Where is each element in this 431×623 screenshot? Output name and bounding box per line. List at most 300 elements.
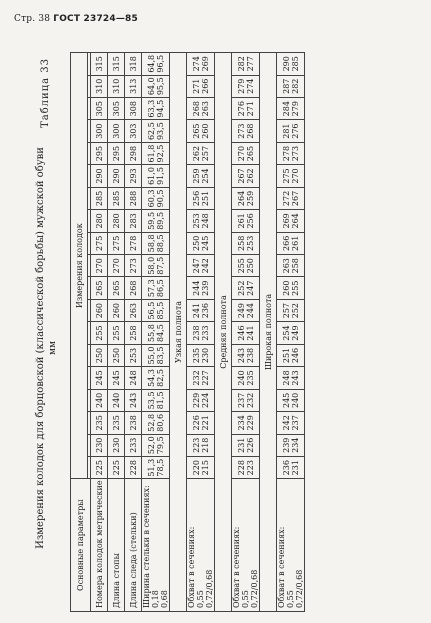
cell-value: 251: [281, 347, 291, 364]
cell-value: 263: [281, 258, 291, 274]
cell-value: 89,5: [155, 211, 165, 230]
cell-value: 240: [290, 392, 300, 409]
table-cell: [277, 344, 305, 366]
cell-value: 236: [281, 460, 291, 476]
cell-value: 61,0: [146, 167, 156, 185]
cell-value: 259: [191, 168, 201, 184]
table-cell: 293: [125, 165, 142, 187]
cell-value: 232: [191, 370, 201, 386]
table-cell: 290: [91, 165, 108, 187]
cell-value: 261: [290, 235, 300, 251]
row-label: [142, 479, 170, 612]
cell-value: 239: [281, 437, 291, 453]
table-cell: 275: [91, 232, 108, 254]
cell-value: 224: [200, 392, 210, 409]
cell-value: 238: [191, 325, 201, 341]
cell-value: 235: [245, 370, 255, 386]
table-cell: 273: [125, 255, 142, 277]
table-cell: 263: [125, 299, 142, 321]
table-cell: [277, 277, 305, 299]
cell-value: 242: [200, 258, 210, 274]
cell-value: 254: [200, 168, 210, 184]
unit-label: мм: [48, 341, 58, 356]
cell-value: 252: [236, 280, 246, 296]
table-cell: [142, 434, 170, 456]
table-cell: [142, 255, 170, 277]
group-header: Измерения колодок: [71, 53, 88, 479]
cell-value: 221: [200, 415, 210, 431]
table-cell: 288: [125, 187, 142, 209]
table-cell: [277, 142, 305, 164]
cell-value: 61,8: [146, 144, 156, 163]
table-cell: [187, 142, 215, 164]
row-label-text: Обхват в сечениях:: [187, 526, 196, 608]
cell-value: 270: [236, 145, 246, 162]
cell-value: 242: [281, 415, 291, 431]
section-row: [215, 53, 232, 612]
table-cell: [142, 277, 170, 299]
table-cell: [232, 389, 260, 411]
cell-value: 85,5: [155, 301, 165, 320]
table-cell: 225: [91, 456, 108, 478]
table-cell: [187, 299, 215, 321]
cell-value: 52,8: [146, 413, 156, 432]
cell-value: 281: [281, 123, 291, 139]
table-cell: 270: [91, 255, 108, 277]
cell-value: 276: [290, 123, 300, 139]
table-cell: 310: [91, 75, 108, 97]
cell-value: 239: [200, 280, 210, 296]
table-cell: 240: [108, 389, 125, 411]
row-label: [187, 479, 215, 612]
cell-value: 223: [191, 437, 201, 453]
table-cell: [142, 120, 170, 142]
cell-value: 241: [245, 325, 255, 341]
table-cell: 240: [91, 389, 108, 411]
table-cell: 238: [125, 412, 142, 434]
table-cell: [187, 434, 215, 456]
table-cell: [187, 255, 215, 277]
cell-value: 265: [191, 123, 201, 139]
table-cell: [232, 434, 260, 456]
table-cell: [187, 187, 215, 209]
cell-value: 79,5: [155, 436, 165, 455]
cell-value: 262: [245, 168, 255, 184]
table-cell: 285: [108, 187, 125, 209]
table-cell: [232, 53, 260, 76]
cell-value: 269: [200, 56, 210, 72]
cell-value: 238: [245, 347, 255, 364]
cell-value: 256: [245, 213, 255, 229]
table-cell: [187, 344, 215, 366]
cell-value: 233: [200, 325, 210, 341]
table-cell: [277, 120, 305, 142]
table-cell: 310: [108, 75, 125, 97]
cell-value: 253: [245, 235, 255, 251]
table-cell: 295: [91, 142, 108, 164]
table-cell: 283: [125, 210, 142, 232]
cell-value: 58,0: [146, 256, 156, 275]
cell-value: 282: [290, 78, 300, 94]
cell-value: 235: [191, 347, 201, 364]
cell-value: 279: [236, 78, 246, 94]
cell-value: 243: [290, 370, 300, 386]
table-cell: 265: [91, 277, 108, 299]
cell-value: 267: [236, 168, 246, 184]
table-cell: [277, 53, 305, 76]
table-cell: 245: [91, 367, 108, 389]
table-cell: [277, 434, 305, 456]
cell-value: 245: [281, 392, 291, 409]
table-cell: 270: [108, 255, 125, 277]
cell-value: 56,5: [146, 301, 156, 320]
cell-value: 93,5: [155, 122, 165, 141]
section-row: [170, 53, 187, 612]
section-coefficient: 0,68: [160, 590, 169, 608]
table-cell: [142, 75, 170, 97]
table-cell: 248: [125, 367, 142, 389]
cell-value: 262: [191, 145, 201, 162]
section-coefficient: 0,72/0,68: [205, 569, 214, 608]
table-cell: 298: [125, 142, 142, 164]
cell-value: 276: [236, 101, 246, 117]
cell-value: 274: [191, 56, 201, 72]
param-header: Основные параметры: [71, 479, 91, 612]
cell-value: 252: [290, 302, 300, 319]
table-cell: [277, 367, 305, 389]
table-cell: [232, 210, 260, 232]
table-cell: 300: [108, 120, 125, 142]
cell-value: 226: [191, 415, 201, 431]
cell-value: 63,3: [146, 99, 156, 118]
cell-value: 227: [200, 370, 210, 386]
girth-row: [187, 53, 215, 612]
cell-value: 263: [200, 101, 210, 117]
table-cell: 235: [108, 412, 125, 434]
cell-value: 254: [281, 325, 291, 341]
table-cell: 290: [108, 165, 125, 187]
table-row: [91, 53, 108, 612]
cell-value: 250: [191, 235, 201, 251]
cell-value: 258: [290, 258, 300, 274]
table-cell: [187, 456, 215, 478]
page-header: [14, 14, 138, 24]
cell-value: 94,5: [155, 99, 165, 118]
cell-value: 249: [236, 302, 246, 319]
cell-value: 251: [200, 190, 210, 207]
table-cell: 295: [108, 142, 125, 164]
cell-value: 248: [200, 213, 210, 229]
cell-value: 244: [245, 302, 255, 319]
table-cell: 318: [125, 53, 142, 76]
table-cell: 243: [125, 389, 142, 411]
cell-value: 285: [290, 56, 300, 72]
table-cell: [142, 232, 170, 254]
cell-value: 52,0: [146, 436, 156, 455]
cell-value: 88,5: [155, 234, 165, 253]
cell-value: 273: [236, 123, 246, 139]
table-label: Таблица 33: [40, 58, 51, 128]
table-cell: 275: [108, 232, 125, 254]
table-cell: [142, 344, 170, 366]
cell-value: 278: [281, 145, 291, 162]
table-cell: [142, 367, 170, 389]
table-cell: 228: [125, 456, 142, 478]
cell-value: 215: [200, 460, 210, 476]
cell-value: 256: [191, 190, 201, 207]
cell-value: 260: [281, 280, 291, 296]
table-cell: [277, 456, 305, 478]
table-cell: 278: [125, 232, 142, 254]
cell-value: 247: [245, 280, 255, 296]
table-row: [108, 53, 125, 612]
row-label: [232, 479, 260, 612]
cell-value: 265: [245, 145, 255, 162]
table-cell: 315: [91, 53, 108, 76]
table-cell: [232, 187, 260, 209]
section-title: Широкая полнота: [260, 53, 277, 612]
cell-value: 82,5: [155, 369, 165, 387]
table-cell: [187, 75, 215, 97]
cell-value: 264: [236, 190, 246, 207]
cell-value: 249: [290, 325, 300, 341]
table-cell: [187, 367, 215, 389]
table-cell: [142, 322, 170, 344]
table-cell: 230: [108, 434, 125, 456]
cell-value: 228: [236, 460, 246, 476]
cell-value: 83,5: [155, 346, 165, 365]
cell-value: 257: [281, 302, 291, 319]
cell-value: 57,3: [146, 279, 156, 298]
cell-value: 240: [236, 370, 246, 386]
table-cell: 313: [125, 75, 142, 97]
table-cell: 235: [91, 412, 108, 434]
cell-value: 268: [245, 123, 255, 139]
cell-value: 255: [290, 280, 300, 296]
table-cell: [187, 210, 215, 232]
row-label: Длина следа (стельки): [125, 479, 142, 612]
section-title: Узкая полнота: [170, 53, 187, 612]
cell-value: 91,5: [155, 167, 165, 185]
cell-value: 96,5: [155, 54, 165, 73]
table-cell: [142, 97, 170, 119]
cell-value: 268: [191, 101, 201, 117]
cell-value: 269: [281, 213, 291, 229]
cell-value: 223: [245, 460, 255, 476]
table-cell: 253: [125, 344, 142, 366]
cell-value: 244: [191, 280, 201, 296]
table-cell: 255: [108, 322, 125, 344]
cell-value: 275: [281, 168, 291, 184]
table-cell: 258: [125, 322, 142, 344]
cell-value: 246: [290, 347, 300, 364]
cell-value: 87,5: [155, 256, 165, 275]
cell-value: 250: [245, 258, 255, 274]
table-cell: [232, 232, 260, 254]
row-label: Длина стопы: [108, 479, 125, 612]
page-number: Стр. 38: [14, 14, 51, 24]
cell-value: 246: [236, 325, 246, 341]
table-cell: 305: [108, 97, 125, 119]
cell-value: 220: [191, 460, 201, 476]
cell-value: 245: [200, 235, 210, 251]
table-cell: [232, 367, 260, 389]
cell-value: 241: [191, 302, 201, 319]
cell-value: 234: [290, 437, 300, 453]
table-cell: [187, 165, 215, 187]
cell-value: 90,5: [155, 189, 165, 208]
table-cell: [142, 53, 170, 76]
section-coefficient: 0,18: [151, 590, 160, 608]
cell-value: 231: [290, 460, 300, 476]
table-cell: [142, 299, 170, 321]
cell-value: 55,8: [146, 324, 156, 342]
cell-value: 80,6: [155, 413, 165, 432]
width-row: [142, 53, 170, 612]
rotated-table-page: [20, 52, 390, 612]
table-cell: [232, 456, 260, 478]
cell-value: 226: [245, 437, 255, 453]
cell-value: 255: [236, 258, 246, 274]
table-cell: 285: [91, 187, 108, 209]
cell-value: 92,5: [155, 144, 165, 163]
table-cell: 303: [125, 120, 142, 142]
cell-value: 271: [245, 101, 255, 117]
row-label-text: Обхват в сечениях:: [232, 526, 241, 608]
cell-value: 229: [245, 415, 255, 431]
cell-value: 264: [290, 213, 300, 229]
cell-value: 231: [236, 437, 246, 453]
table-cell: [277, 232, 305, 254]
doc-code: ГОСТ 23724—85: [53, 14, 138, 24]
table-cell: [277, 187, 305, 209]
cell-value: 243: [236, 347, 246, 364]
table-cell: [277, 210, 305, 232]
cell-value: 59,5: [146, 211, 156, 230]
section-row: [260, 53, 277, 612]
table-cell: [187, 322, 215, 344]
cell-value: 229: [191, 392, 201, 409]
table-cell: [277, 165, 305, 187]
cell-value: 284: [281, 101, 291, 117]
cell-value: 95,5: [155, 77, 165, 96]
table-cell: [142, 210, 170, 232]
cell-value: 258: [236, 235, 246, 251]
cell-value: 290: [281, 56, 291, 72]
cell-value: 270: [290, 168, 300, 184]
row-label-text: Обхват в сечениях:: [277, 526, 286, 608]
table-cell: [232, 120, 260, 142]
cell-value: 62,5: [146, 122, 156, 141]
table-cell: [232, 277, 260, 299]
girth-row: [232, 53, 260, 612]
cell-value: 84,5: [155, 324, 165, 342]
cell-value: 237: [236, 392, 246, 409]
table-cell: [277, 389, 305, 411]
girth-row: [277, 53, 305, 612]
cell-value: 237: [290, 415, 300, 431]
cell-value: 55,0: [146, 346, 156, 365]
section-coefficient: 0,72/0,68: [295, 569, 304, 608]
cell-value: 230: [200, 347, 210, 364]
table-cell: [232, 97, 260, 119]
cell-value: 274: [245, 78, 255, 94]
table-cell: [277, 97, 305, 119]
table-cell: 300: [91, 120, 108, 142]
cell-value: 78,5: [155, 458, 165, 477]
cell-value: 60,3: [146, 189, 156, 208]
table-cell: [142, 165, 170, 187]
row-label: [277, 479, 305, 612]
cell-value: 266: [200, 78, 210, 94]
table-cell: [187, 232, 215, 254]
table-cell: 245: [108, 367, 125, 389]
section-coefficient: 0,55: [241, 590, 250, 608]
cell-value: 287: [281, 78, 291, 94]
table-cell: [232, 165, 260, 187]
cell-value: 81,5: [155, 391, 165, 410]
table-cell: [232, 255, 260, 277]
table-cell: 230: [91, 434, 108, 456]
cell-value: 248: [281, 370, 291, 386]
cell-value: 282: [236, 56, 246, 72]
table-cell: 250: [108, 344, 125, 366]
cell-value: 53,5: [146, 391, 156, 410]
cell-value: 51,3: [146, 458, 156, 477]
table-cell: 225: [108, 456, 125, 478]
table-cell: 260: [108, 299, 125, 321]
cell-value: 247: [191, 258, 201, 274]
table-cell: 260: [91, 299, 108, 321]
row-label: Номера колодок метрические: [91, 479, 108, 612]
cell-value: 279: [290, 101, 300, 117]
cell-value: 277: [245, 56, 255, 72]
cell-value: 266: [281, 235, 291, 251]
cell-value: 54,3: [146, 369, 156, 387]
table-cell: 250: [91, 344, 108, 366]
table-cell: [142, 456, 170, 478]
table-cell: [232, 75, 260, 97]
table-cell: [232, 142, 260, 164]
table-cell: [187, 97, 215, 119]
cell-value: 253: [191, 213, 201, 229]
table-cell: [142, 142, 170, 164]
table-cell: 305: [91, 97, 108, 119]
table-cell: [142, 187, 170, 209]
table-cell: [232, 344, 260, 366]
table-body: [91, 53, 305, 612]
table-cell: [187, 277, 215, 299]
cell-value: 267: [290, 190, 300, 207]
cell-value: 259: [245, 190, 255, 207]
section-coefficient: 0,55: [286, 590, 295, 608]
table-cell: [277, 75, 305, 97]
cell-value: 234: [236, 415, 246, 431]
table-row: [125, 53, 142, 612]
table-cell: 308: [125, 97, 142, 119]
cell-value: 261: [236, 213, 246, 229]
cell-value: 232: [245, 392, 255, 409]
table-cell: [142, 412, 170, 434]
cell-value: 260: [200, 123, 210, 139]
cell-value: 58,8: [146, 234, 156, 253]
table-cell: [187, 53, 215, 76]
section-coefficient: 0,55: [196, 590, 205, 608]
table-cell: [187, 412, 215, 434]
cell-value: 273: [290, 145, 300, 162]
table-cell: 280: [108, 210, 125, 232]
table-cell: 280: [91, 210, 108, 232]
